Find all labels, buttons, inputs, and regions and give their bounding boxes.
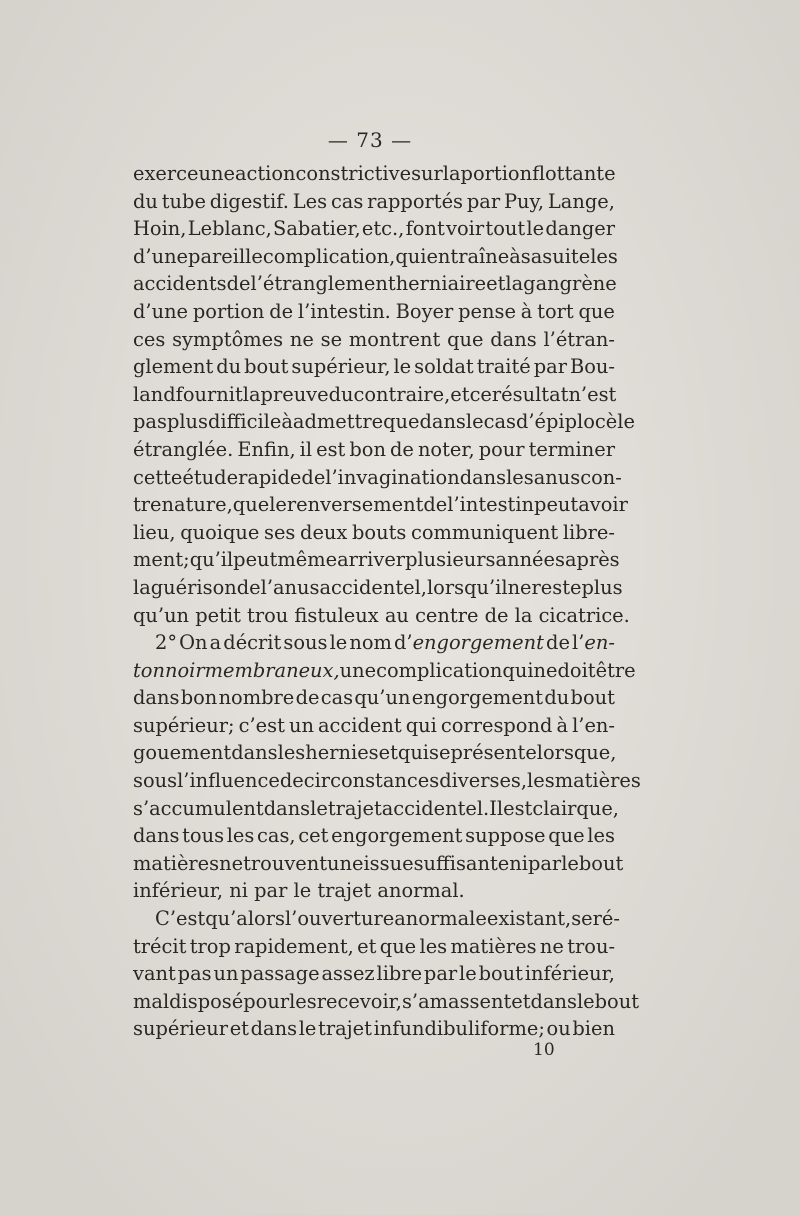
text-line: inférieur, ni par le trajet anormal. [133,879,465,903]
text-line: cette étude rapide de l’invagination dans les anus con- [133,465,622,489]
text-line: lieu, quoique ses deux bouts communiquent libre- [133,520,615,544]
text-line: mal disposé pour les recevoir, s’amassent et dans le bout [133,989,640,1013]
text-line: supérieur; c’est un accident qui correspond à l’en- [133,713,615,737]
signature-mark: 10 [533,1040,555,1060]
text-line: exerce une action constrictive sur la portion flottante [133,162,616,185]
text-line: d’une pareille complication, qui entraîne à sa suite les [133,244,618,268]
text-line: s’accumulent dans le trajet accidentel. Il est clair que, [133,796,619,820]
text-line: ment; qu’il peut même arriver plusieurs années après [133,548,620,572]
text-line: supérieur et dans le trajet infundibuliforme; ou bien [133,1017,615,1041]
text-line: qu’un petit trou fistuleux au centre de la cicatrice. [133,603,630,627]
text-line: dans bon nombre de cas qu’un engorgement du bout [133,686,615,710]
text-line: étranglée. Enfin, il est bon de noter, pour terminer [133,437,615,461]
page-number: — 73 — [327,128,413,152]
text-line: sous l’influence de circonstances diverses, les matières [133,769,641,793]
text-line: matières ne trouvent une issue suffisante ni par le bout [133,851,624,875]
text-line: tre nature, que le renversement de l’intestin peut avoir [133,493,628,517]
text-line: pas plus difficile à admettre que dans le cas d’épiplocèle [133,410,635,434]
text-line: tonnoir membraneux, une complication qui ne doit être [133,658,636,682]
text-line: du tube digestif. Les cas rapportés par Puy, Lange, [133,189,615,213]
text-line: d’une portion de l’intestin. Boyer pense à tort que [133,299,615,323]
text-line: ces symptômes ne se montrent que dans l’étran- [133,327,615,351]
text-line: accidents de l’étranglement herniaire et la gangrène [133,272,617,296]
body-text [133,160,641,1043]
text-line: 2° On a décrit sous le nom d’engorgement de l’en- [155,631,615,655]
text-line: C’est qu’alors l’ouverture anormale existant, se ré- [155,907,620,931]
text-line: glement du bout supérieur, le soldat traité par Bou- [133,355,615,379]
text-line: trécit trop rapidement, et que les matières ne trou- [133,934,615,958]
text-line: land fournit la preuve du contraire, et ce résultat n’est [133,382,617,406]
text-line: la guérison de l’anus accidentel, lorsqu’il ne reste plus [133,575,623,599]
text-line: dans tous les cas, cet engorgement suppose que les [133,824,615,848]
text-line: gouement dans les hernies et qui se présente lorsque, [133,741,617,765]
text-line: vant pas un passage assez libre par le bout inférieur, [133,962,615,986]
text-line: Hoin, Leblanc, Sabatier, etc., font voir tout le danger [133,217,615,241]
